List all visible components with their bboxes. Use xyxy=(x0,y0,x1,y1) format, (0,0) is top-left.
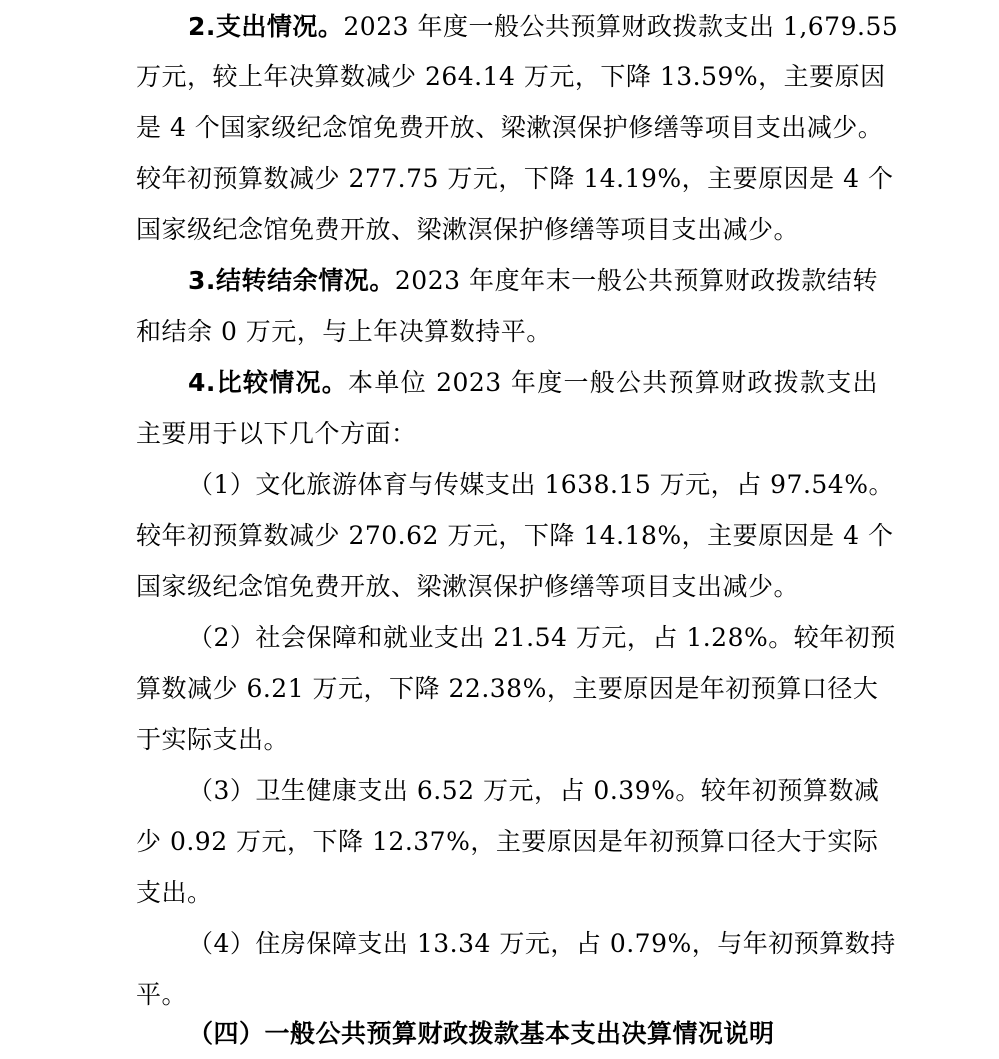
list-item-line: 算数减少 6.21 万元，下降 22.38%，主要原因是年初预算口径大 xyxy=(136,674,879,703)
paragraph-text: 2023 年度一般公共预算财政拨款支出 1,679.55 xyxy=(343,12,899,41)
list-item-line: （3）卫生健康支出 6.52 万元，占 0.39%。较年初预算数减 xyxy=(188,776,880,805)
paragraph-line xyxy=(136,367,878,399)
section-heading: 4.比较情况。 xyxy=(188,368,349,397)
paragraph-text: 2023 年度年末一般公共预算财政拨款结转 xyxy=(394,266,878,295)
paragraph-line: 是 4 个国家级纪念馆免费开放、梁漱溟保护修缮等项目支出减少。 xyxy=(136,113,884,142)
list-item-line: （2）社会保障和就业支出 21.54 万元，占 1.28%。较年初预 xyxy=(188,623,896,652)
paragraph-line: 较年初预算数减少 277.75 万元，下降 14.19%，主要原因是 4 个 xyxy=(136,164,894,193)
section-heading: 2.支出情况。 xyxy=(188,12,344,41)
paragraph-line: 和结余 0 万元，与上年决算数持平。 xyxy=(136,317,552,346)
list-item-line: 支出。 xyxy=(136,878,213,907)
paragraph-line: 主要用于以下几个方面： xyxy=(136,419,417,448)
list-item-line: 较年初预算数减少 270.62 万元，下降 14.18%，主要原因是 4 个 xyxy=(136,521,894,550)
list-item-line: （1）文化旅游体育与传媒支出 1638.15 万元，占 97.54%。 xyxy=(188,470,894,499)
paragraph-line: 万元，较上年决算数减少 264.14 万元，下降 13.59%，主要原因 xyxy=(136,62,886,91)
paragraph-line: 国家级纪念馆免费开放、梁漱溟保护修缮等项目支出减少。 xyxy=(136,215,800,244)
list-item-line: 于实际支出。 xyxy=(136,725,290,754)
list-item-line: （4）住房保障支出 13.34 万元，占 0.79%，与年初预算数持 xyxy=(188,929,896,958)
section-heading: 3.结转结余情况。 xyxy=(188,266,395,295)
list-item-line: 少 0.92 万元，下降 12.37%，主要原因是年初预算口径大于实际 xyxy=(136,827,879,856)
paragraph-text: 本单位 2023 年度一般公共预算财政拨款支出 xyxy=(348,368,878,397)
list-item-line: 平。 xyxy=(136,980,188,1009)
paragraph-line xyxy=(136,265,878,297)
paragraph-line xyxy=(136,11,899,43)
next-section-heading: （四）一般公共预算财政拨款基本支出决算情况说明 xyxy=(188,1019,775,1048)
list-item-line: 国家级纪念馆免费开放、梁漱溟保护修缮等项目支出减少。 xyxy=(136,572,800,601)
